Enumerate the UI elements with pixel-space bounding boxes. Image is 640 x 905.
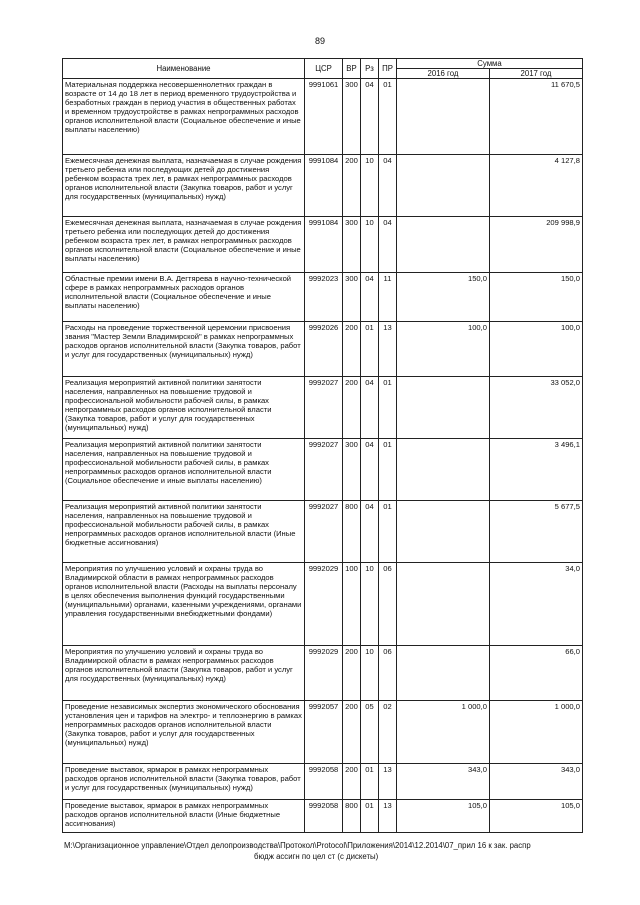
row-sum-2016 xyxy=(397,377,490,439)
row-pr: 01 xyxy=(379,79,397,155)
row-sum-2017: 33 052,0 xyxy=(490,377,583,439)
row-pr: 13 xyxy=(379,764,397,800)
row-rz: 05 xyxy=(361,701,379,764)
row-sum-2016 xyxy=(397,439,490,501)
row-pr: 01 xyxy=(379,501,397,563)
row-pr: 13 xyxy=(379,800,397,833)
row-sum-2017: 11 670,5 xyxy=(490,79,583,155)
table-row xyxy=(63,800,583,833)
row-sum-2016 xyxy=(397,217,490,273)
row-pr: 06 xyxy=(379,646,397,701)
row-vr: 200 xyxy=(343,155,361,217)
table-row xyxy=(63,563,583,646)
row-csr: 9992057 xyxy=(305,701,343,764)
row-name: Ежемесячная денежная выплата, назначаемая в случае рождения третьего ребенка или последующих детей до достижения ребенком возраста трех лет, в рамках непрограммных расходов органов исполнительной власти (Закупка товаров, работ и услуг для государственных (муниципальных) нужд) xyxy=(63,155,305,217)
row-sum-2017: 150,0 xyxy=(490,273,583,322)
row-name: Материальная поддержка несовершеннолетних граждан в возрасте от 14 до 18 лет в период временного трудоустройства и безработных граждан в период участия в общественных работах и временном трудоустройстве в рамках непрограммных расходов органов исполнительной власти (Социальное обеспечение и иные выплаты населению) xyxy=(63,79,305,155)
row-vr: 200 xyxy=(343,701,361,764)
header-pr: ПР xyxy=(379,59,397,79)
header-vr: ВР xyxy=(343,59,361,79)
row-sum-2016 xyxy=(397,646,490,701)
row-sum-2016 xyxy=(397,79,490,155)
row-csr: 9992027 xyxy=(305,377,343,439)
row-rz: 01 xyxy=(361,322,379,377)
row-name: Мероприятия по улучшению условий и охраны труда во Владимирской области в рамках непрограммных расходов органов исполнительной власти (Расходы на выплаты персоналу в целях обеспечения выполнения функций государственными (муниципальными) органами, казенными учреждениями, органами управления государственными внебюджетными фондами) xyxy=(63,563,305,646)
table-row xyxy=(63,646,583,701)
row-name: Областные премии имени В.А. Дегтярева в научно-технической сфере в рамках непрограммных расходов органов исполнительной власти (Социальное обеспечение и иные выплаты населению) xyxy=(63,273,305,322)
row-sum-2017: 343,0 xyxy=(490,764,583,800)
row-sum-2016: 343,0 xyxy=(397,764,490,800)
row-pr: 02 xyxy=(379,701,397,764)
header-year-2016: 2016 год xyxy=(397,69,490,79)
row-pr: 01 xyxy=(379,439,397,501)
table-row xyxy=(63,155,583,217)
row-pr: 11 xyxy=(379,273,397,322)
row-csr: 9992026 xyxy=(305,322,343,377)
row-pr: 04 xyxy=(379,155,397,217)
row-sum-2017: 4 127,8 xyxy=(490,155,583,217)
budget-table xyxy=(62,58,583,833)
row-name: Ежемесячная денежная выплата, назначаемая в случае рождения третьего ребенка или последующих детей до достижения ребенком возраста трех лет, в рамках непрограммных расходов органов исполнительной власти (Социальное обеспечение и иные выплаты населению) xyxy=(63,217,305,273)
table-row xyxy=(63,79,583,155)
row-name: Реализация мероприятий активной политики занятости населения, направленных на повышение трудовой и профессиональной мобильности рабочей силы, в рамках непрограммных расходов органов исполнительной власти (Закупка товаров, работ и услуг для государственных (муниципальных) нужд) xyxy=(63,377,305,439)
row-sum-2016: 105,0 xyxy=(397,800,490,833)
footer-line-1: М:\Организационное управление\Отдел делопроизводства\Протокол\Protocol\Приложения\2014\12.2014\07_прил 16 к зак. распр xyxy=(64,841,531,850)
row-rz: 10 xyxy=(361,155,379,217)
row-rz: 10 xyxy=(361,217,379,273)
row-rz: 04 xyxy=(361,273,379,322)
row-sum-2017: 3 496,1 xyxy=(490,439,583,501)
header-name: Наименование xyxy=(63,59,305,79)
row-name: Реализация мероприятий активной политики занятости населения, направленных на повышение трудовой и профессиональной мобильности рабочей силы, в рамках непрограммных расходов органов исполнительной власти (Социальное обеспечение и иные выплаты населению) xyxy=(63,439,305,501)
header-year-2017: 2017 год xyxy=(490,69,583,79)
row-rz: 04 xyxy=(361,439,379,501)
row-csr: 9991061 xyxy=(305,79,343,155)
row-pr: 13 xyxy=(379,322,397,377)
table-row xyxy=(63,701,583,764)
page-number: 89 xyxy=(314,36,325,46)
row-pr: 04 xyxy=(379,217,397,273)
row-rz: 04 xyxy=(361,79,379,155)
table-row xyxy=(63,217,583,273)
row-csr: 9992027 xyxy=(305,501,343,563)
row-vr: 800 xyxy=(343,800,361,833)
row-vr: 300 xyxy=(343,439,361,501)
row-rz: 04 xyxy=(361,501,379,563)
row-name: Расходы на проведение торжественной церемонии присвоения звания "Мастер Земли Владимирской" в рамках непрограммных расходов органов исполнительной власти (Закупка товаров, работ и услуг для государственных (муниципальных) нужд) xyxy=(63,322,305,377)
row-sum-2017: 100,0 xyxy=(490,322,583,377)
row-csr: 9992029 xyxy=(305,646,343,701)
header-rz: Рз xyxy=(361,59,379,79)
row-name: Проведение независимых экспертиз экономического обоснования установления цен и тарифов на электро- и теплоэнергию в рамках непрограммных расходов органов исполнительной власти (Закупка товаров, работ и услуг для государственных (муниципальных) нужд) xyxy=(63,701,305,764)
row-name: Проведение выставок, ярмарок в рамках непрограммных расходов органов исполнительной власти (Закупка товаров, работ и услуг для государственных (муниципальных) нужд) xyxy=(63,764,305,800)
row-sum-2016: 150,0 xyxy=(397,273,490,322)
row-sum-2017: 5 677,5 xyxy=(490,501,583,563)
table-row xyxy=(63,439,583,501)
row-vr: 300 xyxy=(343,273,361,322)
row-csr: 9992058 xyxy=(305,764,343,800)
row-vr: 200 xyxy=(343,764,361,800)
header-sum: Сумма xyxy=(397,59,583,69)
header-csr: ЦСР xyxy=(305,59,343,79)
row-vr: 200 xyxy=(343,322,361,377)
footer-path xyxy=(64,840,584,862)
row-sum-2016 xyxy=(397,155,490,217)
row-sum-2017: 209 998,9 xyxy=(490,217,583,273)
row-pr: 06 xyxy=(379,563,397,646)
row-vr: 300 xyxy=(343,79,361,155)
table-row xyxy=(63,322,583,377)
row-name: Мероприятия по улучшению условий и охраны труда во Владимирской области в рамках непрограммных расходов органов исполнительной власти (Закупка товаров, работ и услуг для государственных (муниципальных) нужд) xyxy=(63,646,305,701)
row-pr: 01 xyxy=(379,377,397,439)
row-vr: 200 xyxy=(343,646,361,701)
row-name: Проведение выставок, ярмарок в рамках непрограммных расходов органов исполнительной власти (Иные бюджетные ассигнования) xyxy=(63,800,305,833)
row-sum-2016 xyxy=(397,501,490,563)
row-sum-2017: 66,0 xyxy=(490,646,583,701)
table-row xyxy=(63,764,583,800)
row-vr: 100 xyxy=(343,563,361,646)
table-row xyxy=(63,273,583,322)
row-rz: 04 xyxy=(361,377,379,439)
row-sum-2017: 34,0 xyxy=(490,563,583,646)
row-rz: 01 xyxy=(361,800,379,833)
row-vr: 200 xyxy=(343,377,361,439)
table-row xyxy=(63,377,583,439)
footer-line-2: бюдж ассигн по цел ст (с дискеты) xyxy=(254,852,379,861)
row-vr: 800 xyxy=(343,501,361,563)
row-name: Реализация мероприятий активной политики занятости населения, направленных на повышение трудовой и профессиональной мобильности рабочей силы, в рамках непрограммных расходов органов исполнительной власти (Иные бюджетные ассигнования) xyxy=(63,501,305,563)
row-csr: 9992027 xyxy=(305,439,343,501)
row-sum-2017: 105,0 xyxy=(490,800,583,833)
row-csr: 9991084 xyxy=(305,217,343,273)
row-sum-2016: 1 000,0 xyxy=(397,701,490,764)
row-csr: 9992023 xyxy=(305,273,343,322)
row-sum-2016: 100,0 xyxy=(397,322,490,377)
row-sum-2016 xyxy=(397,563,490,646)
row-csr: 9992058 xyxy=(305,800,343,833)
row-rz: 10 xyxy=(361,646,379,701)
row-csr: 9992029 xyxy=(305,563,343,646)
table-row xyxy=(63,501,583,563)
row-rz: 01 xyxy=(361,764,379,800)
row-csr: 9991084 xyxy=(305,155,343,217)
row-rz: 10 xyxy=(361,563,379,646)
row-vr: 300 xyxy=(343,217,361,273)
row-sum-2017: 1 000,0 xyxy=(490,701,583,764)
